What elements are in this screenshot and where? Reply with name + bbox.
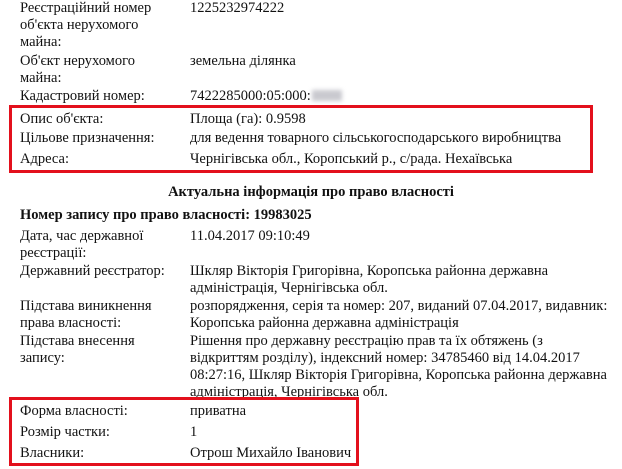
cadastral-value: 7422285000:05:000:: [190, 88, 311, 104]
cadastral-value-wrap: [190, 88, 615, 105]
share-label: Розмір частки:: [20, 424, 110, 440]
address-value: Чернігівська обл., Коропський р., с/рада. Нехаївська: [190, 151, 513, 167]
owners-label: Власники:: [20, 445, 85, 461]
basis-label: Підстава виникнення права власності:: [20, 298, 152, 331]
reg-number-value: 1225232974222: [190, 0, 285, 16]
entry-label: Підстава внесення запису:: [20, 333, 135, 366]
registrar-label: Державний реєстратор:: [20, 263, 165, 279]
redacted-blur: [312, 90, 342, 101]
form-value: приватна: [190, 403, 247, 419]
description-label: Опис об'єкта:: [20, 111, 104, 127]
purpose-value: для ведення товарного сільськогосподарського виробництва: [190, 130, 562, 146]
object-value: земельна ділянка: [190, 53, 296, 69]
description-value: Площа (га): 0.9598: [190, 111, 306, 127]
cadastral-label: Кадастровий номер:: [20, 88, 145, 104]
date-value: 11.04.2017 09:10:49: [190, 228, 310, 244]
owners-value: Отрош Михайло Іванович: [190, 445, 352, 461]
date-label: Дата, час державної реєстрації:: [20, 228, 144, 261]
share-value: 1: [190, 424, 198, 440]
registrar-value: Шкляр Вікторія Григорівна, Коропська районна державна адміністрація, Чернігівська обл.: [190, 263, 549, 296]
purpose-label: Цільове призначення:: [20, 130, 155, 146]
record-title: Номер запису про право власності: 19983025: [20, 207, 312, 223]
form-label: Форма власності:: [20, 403, 128, 419]
reg-number-label: Реєстраційний номер об'єкта нерухомого майна:: [20, 0, 152, 50]
address-label: Адреса:: [20, 151, 69, 167]
basis-value: розпорядження, серія та номер: 207, виданий 07.04.2017, видавник: Коропська районна державна адміністрація: [190, 298, 608, 331]
entry-value: Рішення про державну реєстрацію прав та їх обтяжень (з відкриттям розділу), індексний номер: 34785460 від 14.04.2017 08:27:16, Шкляр Вікторія Григорівна, Коропська районна державна адміністрація, Чернігівська обл.: [190, 333, 607, 400]
section-title: Актуальна інформація про право власності: [168, 184, 454, 200]
object-label: Об'єкт нерухомого майна:: [20, 53, 135, 86]
